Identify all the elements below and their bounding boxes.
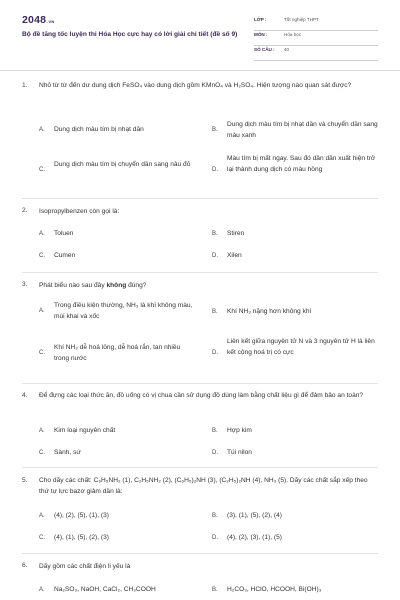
option-text: (4), (2), (5), (1), (3): [54, 512, 109, 519]
option-letter: D.: [212, 450, 218, 456]
question-text: Để đựng các loại thức ăn, đồ uống có vị chua cần sử dụng đồ dùng làm bằng chất liệu gì để đảm bảo an toàn?: [39, 392, 364, 399]
option-letter: C.: [39, 167, 45, 173]
option-text: Khí NH₃ dễ hoá lỏng, dễ hoá rắn, tan nhiều trong nước: [54, 344, 181, 362]
document-title: Bộ đề tăng tốc luyện thi Hóa Học cực hay có lời giải chi tiết (đề số 9): [22, 31, 238, 38]
meta-row-count: [254, 46, 378, 61]
question-number: 1.: [22, 82, 28, 89]
question-text: Isopropylbenzen còn gọi là:: [39, 208, 120, 215]
question-separator: [22, 467, 378, 468]
question-separator: [22, 553, 378, 554]
option-text: Dung dịch màu tím bị nhạt dần: [54, 126, 144, 133]
option-text: Kim loại nguyên chất: [54, 427, 116, 434]
option-text: Màu tím bị mất ngay. Sau đó dần dần xuất hiện trở lại thành dung dịch có màu hồng: [227, 155, 376, 173]
meta-value: 40: [284, 47, 290, 52]
option-text: Stiren: [227, 230, 245, 237]
meta-row-subject: [254, 31, 378, 46]
option-letter: A.: [39, 587, 45, 593]
question-separator: [22, 383, 378, 384]
question-text: Cho dãy các chất: C₆H₅NH₂ (1), C₂H₅NH₂ (2), (C₆H₅)₂NH (3), (C₂H₅)₂NH (4), NH₃ (5). Dãy các chất sắp xếp theo thứ tự lực bazơ giảm dần là:: [39, 477, 368, 495]
logo-sub: .VN: [47, 19, 55, 24]
meta-key: LỚP :: [254, 17, 267, 22]
question-text-part: Phát biểu nào sau đây: [39, 282, 107, 289]
option-text: Dung dịch màu tím bị chuyển dần sang nâu đỏ: [54, 161, 191, 168]
option-letter: C.: [39, 535, 45, 541]
option-text: Túi nilon: [227, 449, 252, 456]
question-number: 3.: [22, 281, 28, 288]
option-text: H₂CO₃, HClO, HCOOH, Bi(OH)₃: [227, 586, 322, 593]
option-text: Sành, sứ: [54, 449, 81, 456]
option-letter: D.: [212, 253, 218, 259]
header-divider: [0, 70, 400, 71]
option-letter: C.: [39, 450, 45, 456]
option-letter: A.: [39, 231, 45, 237]
option-letter: A.: [39, 127, 45, 133]
option-letter: D.: [212, 350, 218, 356]
question-number: 6.: [22, 562, 28, 569]
option-letter: A.: [39, 308, 45, 314]
meta-value: Tốt nghiệp THPT: [284, 17, 319, 22]
question-separator: [22, 272, 378, 273]
question-number: 2.: [22, 207, 28, 214]
option-text: (4), (2), (3), (1), (5): [227, 534, 282, 541]
question-text: Nhỏ từ từ đến dư dung dịch FeSO₄ vào dung dịch gồm KMnO₄ và H₂SO₄. Hiện tượng nào quan sát được?: [39, 82, 352, 89]
option-text: Trong điều kiện thường, NH₃ là khí không màu, mùi khai và xốc: [54, 302, 193, 320]
option-letter: B.: [212, 587, 218, 593]
option-text: Toluen: [54, 230, 74, 237]
option-letter: D.: [212, 167, 218, 173]
option-text: (4), (1), (5), (2), (3): [54, 534, 109, 541]
option-letter: C.: [39, 350, 45, 356]
meta-row-grade: [254, 16, 378, 31]
question-text-part: đúng?: [126, 282, 147, 289]
meta-key: MÔN :: [254, 32, 268, 37]
document-header: [0, 0, 400, 66]
question-separator: [22, 198, 378, 199]
question-text: [39, 280, 369, 291]
question-number: 4.: [22, 392, 28, 399]
option-text: Liên kết giữa nguyên tử N và 3 nguyên tử H là liên kết cộng hoá trị có cực: [227, 338, 375, 356]
option-letter: A.: [39, 513, 45, 519]
option-letter: B.: [212, 231, 218, 237]
logo-main: 2048: [22, 14, 47, 26]
option-letter: C.: [39, 253, 45, 259]
option-text: Na₂SO₃, NaOH, CaCl₂, CH₃COOH: [54, 586, 156, 593]
option-letter: B.: [212, 309, 218, 315]
meta-key: SỐ CÂU :: [254, 47, 275, 52]
option-letter: B.: [212, 428, 218, 434]
question-text: Dãy gồm các chất điện li yếu là: [39, 563, 131, 570]
option-text: Dung dịch màu tím bị nhạt dần và chuyển dần sang màu xanh: [227, 121, 378, 139]
meta-info: [254, 16, 378, 61]
option-letter: B.: [212, 127, 218, 133]
option-letter: A.: [39, 428, 45, 434]
question-text-emphasis: không: [106, 282, 127, 289]
question-number: 5.: [22, 477, 28, 484]
logo[interactable]: [22, 14, 54, 26]
option-text: Xilen: [227, 252, 242, 259]
option-text: (3), (1), (5), (2), (4): [227, 512, 282, 519]
option-text: Khí NH₃ nặng hơn không khí: [227, 308, 312, 315]
meta-value: Hóa học: [284, 32, 302, 37]
option-text: Hợp kim: [227, 427, 252, 434]
option-text: Cumen: [54, 252, 76, 259]
option-letter: D.: [212, 535, 218, 541]
option-letter: B.: [212, 513, 218, 519]
